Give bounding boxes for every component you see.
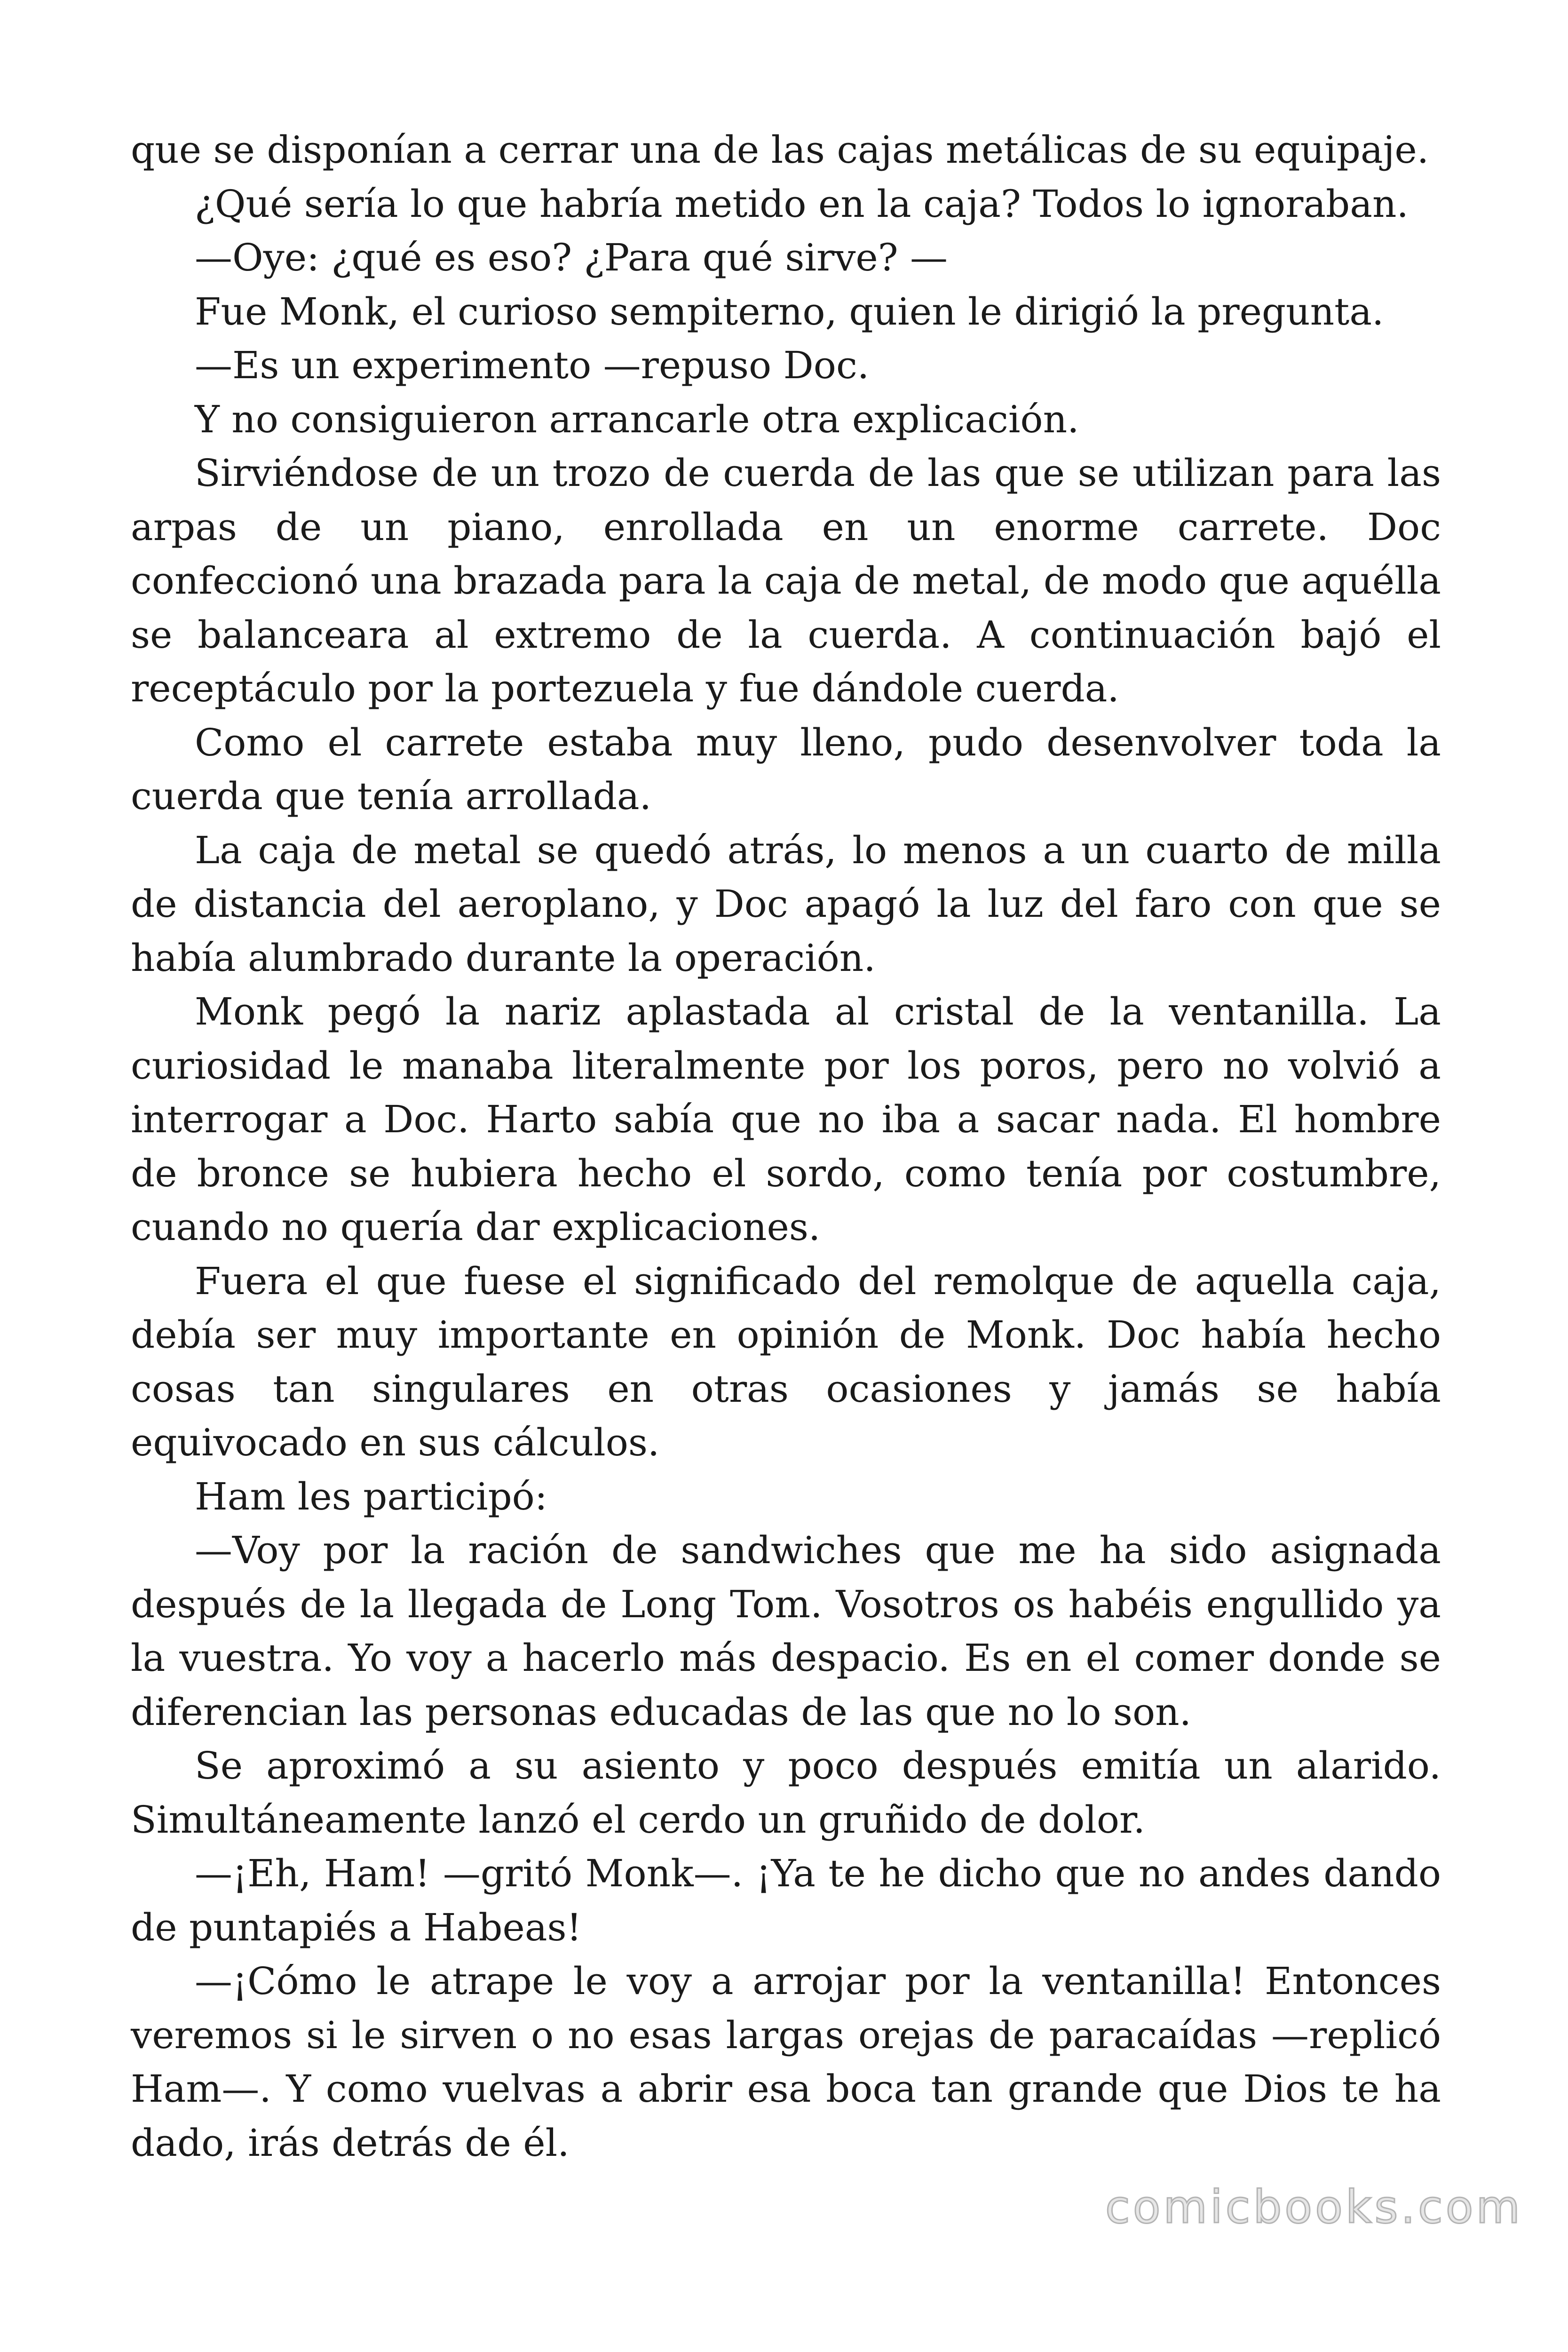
paragraph: Ham les participó: (195, 1474, 547, 1518)
paragraph: Fue Monk, el curioso sempiterno, quien le dirigió la pregunta. (195, 289, 1384, 334)
paragraph: que se disponían a cerrar una de las cajas metálicas de su equipaje. (131, 128, 1429, 172)
paragraph: Se aproximó a su asiento y poco después emitía un alarido. Simultáneamente lanzó el cerdo un gruñido de dolor. (131, 1744, 1441, 1842)
watermark: comicbooks.com (1105, 2181, 1523, 2233)
paragraph: —Voy por la ración de sandwiches que me ha sido asignada después de la llegada de Long Tom. Vosotros os habéis engullido ya la vuestra. Yo voy a hacerlo más despacio. Es en el comer donde se diferencian las personas educadas de las que no lo son. (131, 1528, 1441, 1734)
paragraph: ¿Qué sería lo que habría metido en la caja? Todos lo ignoraban. (195, 182, 1409, 226)
paragraph: Sirviéndose de un trozo de cuerda de las que se utilizan para las arpas de un piano, enrollada en un enorme carrete. Doc confeccionó una brazada para la caja de metal, de modo que aquélla se balanceara al extremo de la cuerda. A continuación bajó el receptáculo por la portezuela y fue dándole cuerda. (131, 451, 1441, 710)
paragraph: Monk pegó la nariz aplastada al cristal de la ventanilla. La curiosidad le manaba literalmente por los poros, pero no volvió a interrogar a Doc. Harto sabía que no iba a sacar nada. El hombre de bronce se hubiera hecho el sordo, como tenía por costumbre, cuando no quería dar explicaciones. (131, 990, 1441, 1249)
paragraph: —¡Cómo le atrape le voy a arrojar por la ventanilla! Entonces veremos si le sirven o no esas largas orejas de paracaídas —replicó Ham—. Y como vuelvas a abrir esa boca tan grande que Dios te ha dado, irás detrás de él. (131, 1959, 1441, 2165)
paragraph: Como el carrete estaba muy lleno, pudo desenvolver toda la cuerda que tenía arrollada. (131, 720, 1441, 818)
paragraph: —¡Eh, Ham! —gritó Monk—. ¡Ya te he dicho que no andes dando de puntapiés a Habeas! (131, 1851, 1441, 1949)
paragraph: La caja de metal se quedó atrás, lo menos a un cuarto de milla de distancia del aeroplano, y Doc apagó la luz del faro con que se había alumbrado durante la operación. (131, 828, 1441, 980)
paragraph: Y no consiguieron arrancarle otra explicación. (195, 397, 1079, 441)
paragraph: —Oye: ¿qué es eso? ¿Para qué sirve? — (195, 236, 948, 279)
page-body (131, 123, 1441, 2170)
paragraph: —Es un experimento —repuso Doc. (195, 343, 870, 387)
paragraph: Fuera el que fuese el significado del remolque de aquella caja, debía ser muy importante en opinión de Monk. Doc había hecho cosas tan singulares en otras ocasiones y jamás se había equivocado en sus cálculos. (131, 1259, 1441, 1464)
